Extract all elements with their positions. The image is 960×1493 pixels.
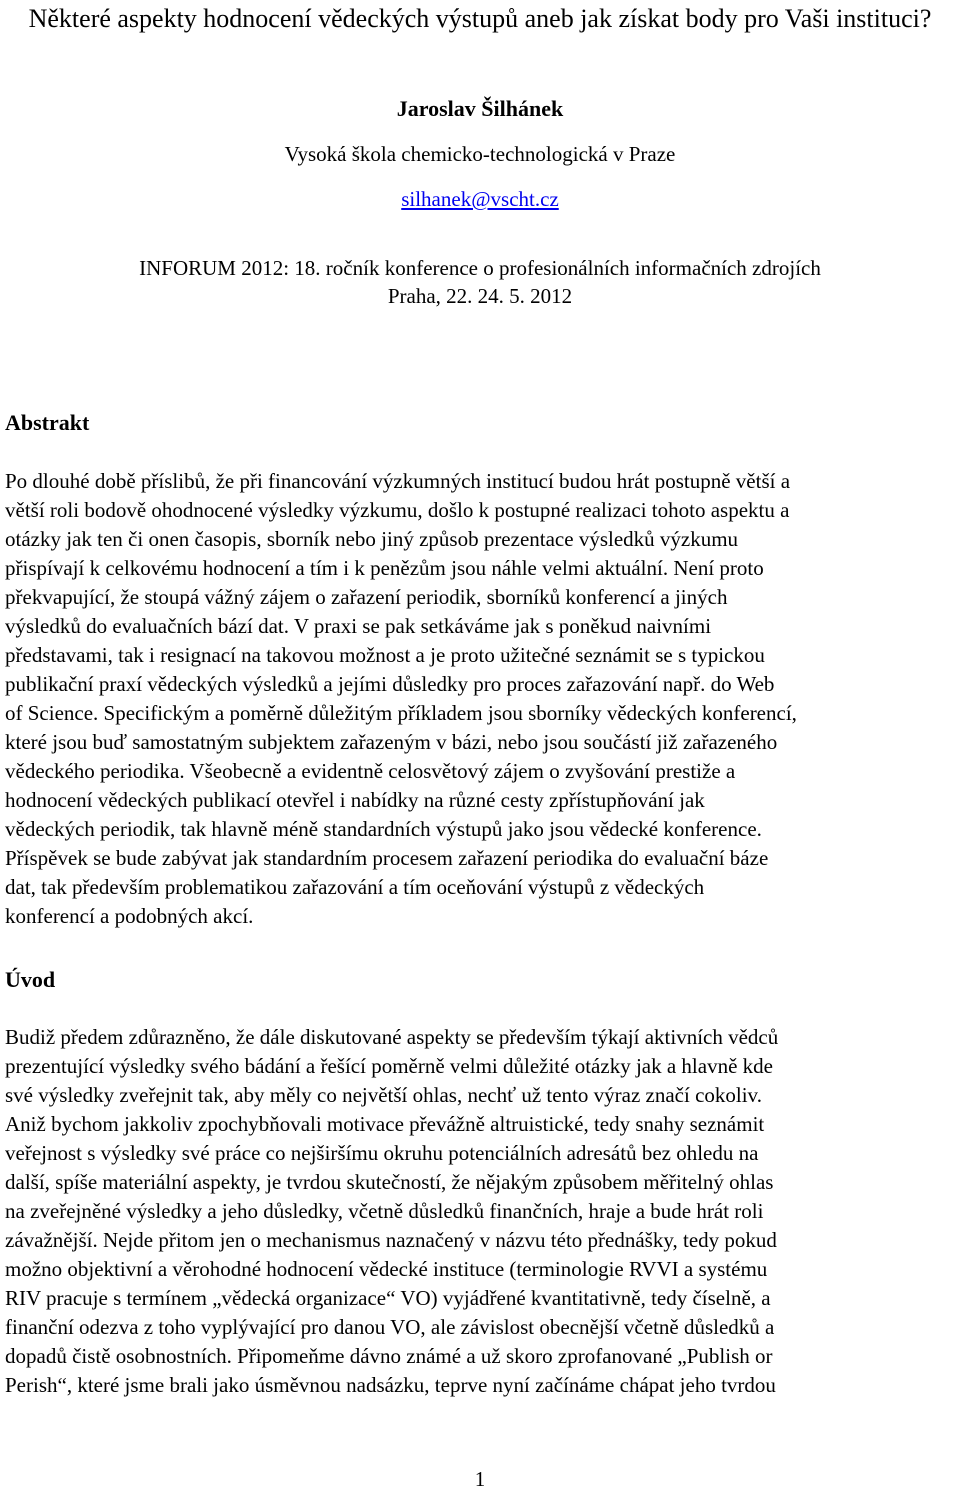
text-line: publikační praxí vědeckých výsledků a jejími důsledky pro proces zařazování např. do Web [5, 672, 775, 696]
text-line: finanční odezva z toho vyplývající pro danou VO, ale závislost obecnější včetně důsledků a [5, 1315, 775, 1339]
conference-place-date: Praha, 22. 24. 5. 2012 [387, 284, 573, 308]
text-line: vědeckých periodik, tak hlavně méně standardních výstupů jako jsou vědecké konference. [5, 817, 762, 841]
text-line: prezentující výsledky svého bádání a řešící poměrně velmi důležité otázky jak a hlavně kde [5, 1054, 773, 1078]
text-line: překvapující, že stoupá vážný zájem o zařazení periodik, sborníků konferencí a jiných [5, 585, 728, 609]
text-line: přispívají k celkovému hodnocení a tím i k penězům jsou náhle velmi aktuální. Není proto [5, 556, 764, 580]
text-line: na zveřejněné výsledky a jeho důsledky, včetně důsledků finančních, hraje a bude hrát roli [5, 1199, 764, 1223]
text-line: dopadů čistě osobnostních. Připomeňme dávno známé a už skoro zprofanované „Publish or [5, 1344, 773, 1368]
text-line: dat, tak především problematikou zařazování a tím oceňování výstupů z vědeckých [5, 875, 705, 899]
text-line: větší roli bodově ohodnocené výsledky výzkumu, došlo k postupné realizaci tohoto aspektu a [5, 498, 790, 522]
conference-name: INFORUM 2012: 18. ročník konference o profesionálních informačních zdrojích [139, 256, 821, 280]
text-line: konferencí a podobných akcí. [5, 904, 254, 928]
text-line: hodnocení vědeckých publikací otevřel i nabídky na různé cesty zpřístupňování jak [5, 788, 705, 812]
text-line: Po dlouhé době příslibů, že při financování výzkumných institucí budou hrát postupně větší a [5, 469, 791, 493]
text-line: otázky jak ten či onen časopis, sborník nebo jiný způsob prezentace výsledků výzkumu [5, 527, 739, 551]
text-line: další, spíše materiální aspekty, je tvrdou skutečností, že nějakým způsobem měřitelný ohlas [5, 1170, 774, 1194]
text-line: své výsledky zveřejnit tak, aby měly co největší ohlas, nechť už tento výraz značí cokoliv. [5, 1083, 762, 1107]
text-line: Příspěvek se bude zabývat jak standardním procesem zařazení periodika do evaluační báze [5, 846, 769, 870]
text-line: of Science. Specifickým a poměrně důležitým příkladem jsou sborníky vědeckých konferencí, [5, 701, 797, 725]
abstract-heading: Abstrakt [5, 410, 90, 435]
email-link[interactable]: silhanek@vscht.cz [401, 187, 559, 211]
text-line: výsledků do evaluačních bází dat. V praxi se pak setkáváme jak s poněkud naivními [5, 614, 712, 638]
text-line: závažnější. Nejde přitom jen o mechanismus naznačený v názvu této přednášky, tedy pokud [5, 1228, 777, 1252]
text-line: Aniž bychom jakkoliv zpochybňovali motivace převážně altruistické, tedy snahy seznámit [5, 1112, 765, 1136]
document-title: Některé aspekty hodnocení vědeckých výstupů aneb jak získat body pro Vaši instituci? [28, 4, 932, 33]
author-name: Jaroslav Šilhánek [396, 96, 564, 121]
text-line: Perish“, které jsme brali jako úsměvnou nadsázku, teprve nyní začínáme chápat jeho tvrdou [5, 1373, 776, 1397]
abstract-paragraph [5, 467, 955, 931]
text-line: Budiž předem zdůrazněno, že dále diskutované aspekty se především týkají aktivních vědců [5, 1025, 779, 1049]
email-line [0, 186, 960, 212]
text-line: možno objektivní a věrohodné hodnocení vědecké instituce (terminologie RVVI a systému [5, 1257, 768, 1281]
text-line: představami, tak i resignací na takovou možnost a je proto užitečné seznámit se s typickou [5, 643, 765, 667]
intro-paragraph [5, 1023, 955, 1400]
text-line: které jsou buď samostatným subjektem zařazeným v bázi, nebo jsou součástí již zařazeného [5, 730, 778, 754]
text-line: RIV pracuje s termínem „vědecká organizace“ VO) vyjádřené kvantitativně, tedy číselně, a [5, 1286, 771, 1310]
page-number: 1 [474, 1467, 486, 1491]
author-affiliation: Vysoká škola chemicko-technologická v Praze [284, 142, 676, 166]
intro-heading: Úvod [5, 967, 56, 992]
text-line: veřejnost s výsledky své práce co nejširšímu okruhu potenciálních adresátů bez ohledu na [5, 1141, 759, 1165]
text-line: vědeckého periodika. Všeobecně a evidentně celosvětový zájem o zvyšování prestiže a [5, 759, 736, 783]
